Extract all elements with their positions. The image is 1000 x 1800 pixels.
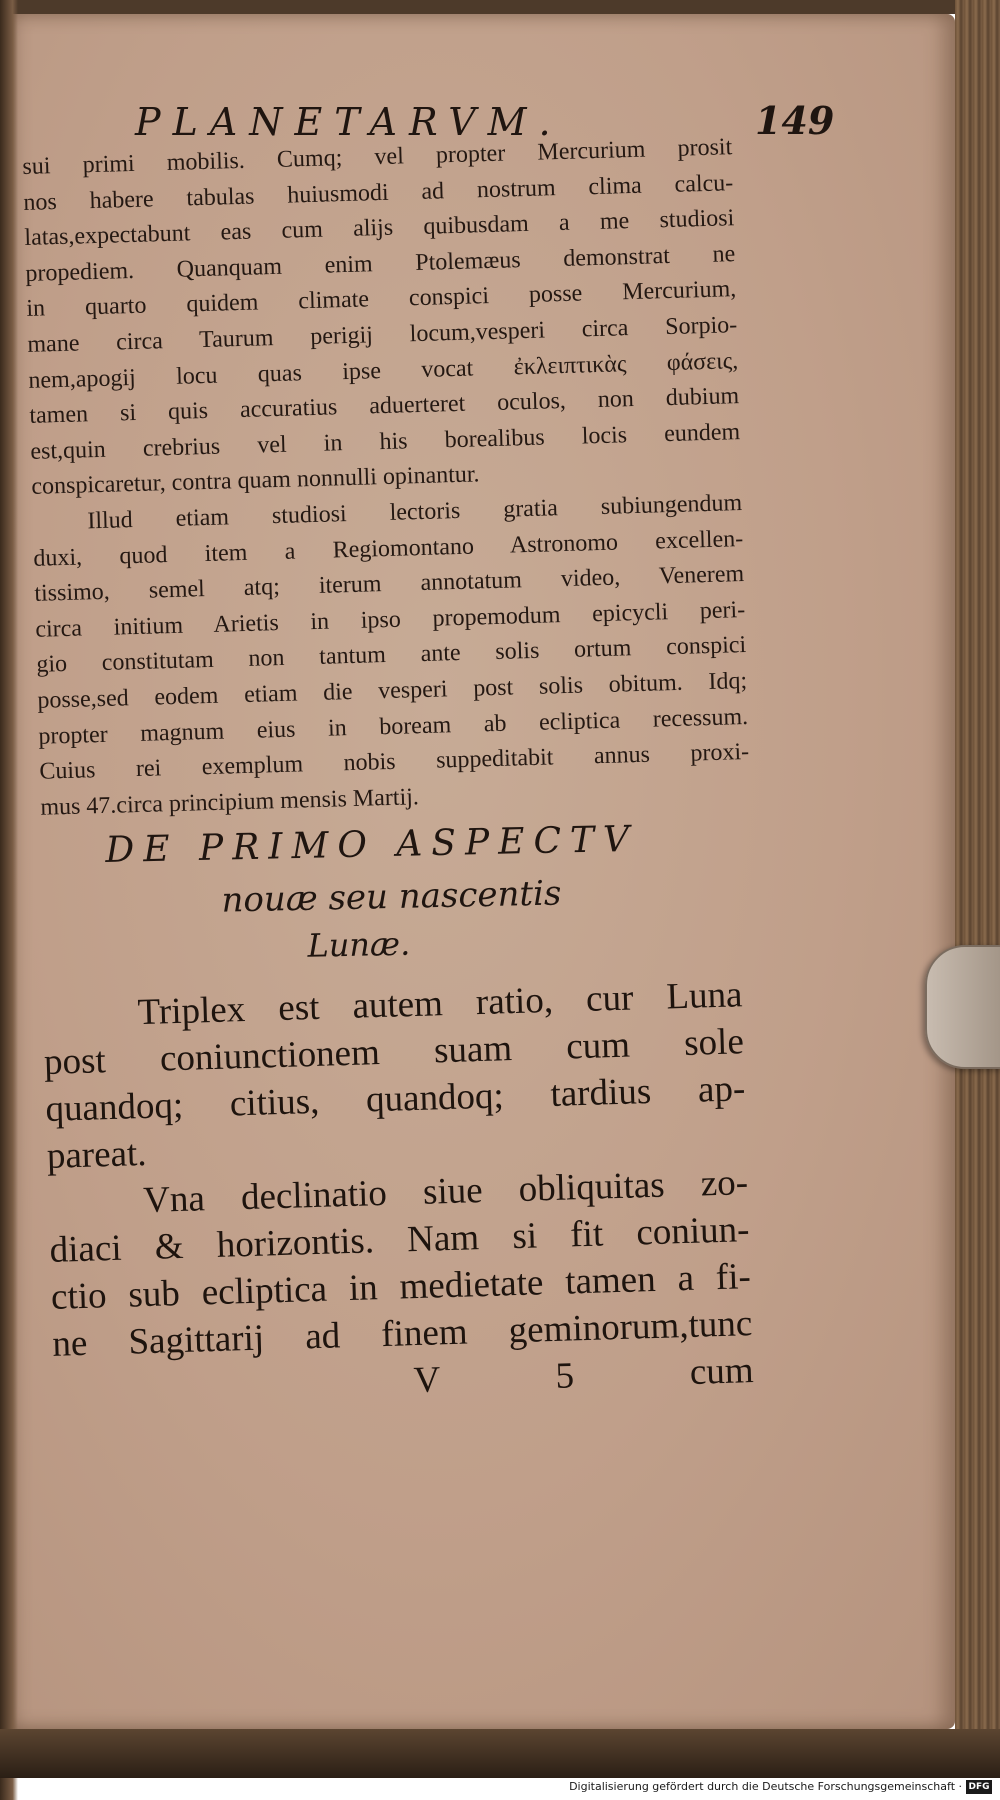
text-line: gio constitutam non tantum ante solis ortum conspici <box>36 632 747 679</box>
text-line: circa initium Arietis in ipso propemodum epicycli peri- <box>35 596 746 643</box>
section-heading <box>105 817 708 969</box>
signature-catchword-line: V 5 cum <box>413 1350 755 1402</box>
text-line: est,quin crebrius vel in his borealibus locis eundem <box>30 418 741 465</box>
text-line: ctio sub ecliptica in medietate tamen a fi- <box>50 1256 752 1318</box>
text-line: pareat. <box>46 1132 148 1177</box>
digitization-credit: Digitalisierung gefördert durch die Deutsche Forschungsgemeinschaft · <box>569 1780 962 1793</box>
text-line: tissimo, semel atq; iterum annotatum video, Venerem <box>34 561 745 607</box>
text-line: post coniunctionem suam cum sole <box>43 1021 745 1083</box>
text-line: nos habere tabulas huiusmodi ad nostrum clima calcu- <box>23 169 734 216</box>
text-line: mane circa Taurum perigij locum,vesperi circa Sorpio- <box>27 312 738 358</box>
section-heading-title: DE PRIMO ASPECTV <box>105 818 639 871</box>
page-number: 149 <box>755 98 835 143</box>
page-top-edge <box>0 0 1000 14</box>
text-line: duxi, quod item a Regiomontano Astronomo excellen- <box>33 525 744 572</box>
text-line: Triplex est autem ratio, cur Luna <box>137 974 743 1034</box>
text-line: ne Sagittarij ad finem geminorum,tunc <box>51 1303 753 1365</box>
text-line: Illud etiam studiosi lectoris gratia subiungendum <box>87 489 743 535</box>
upper-paragraph-block <box>22 130 751 826</box>
section-heading-subtitle-end: Lunæ. <box>307 924 411 965</box>
dfg-logo: DFG <box>966 1780 992 1794</box>
text-line: propter magnum eius in boream ab ecliptica recessum. <box>38 703 749 750</box>
text-line: tamen si quis accuratius aduerteret oculos, non dubium <box>29 383 740 430</box>
text-line: mus 47.circa principium mensis Martij. <box>40 783 420 821</box>
text-line: quandoq; citius, quandoq; tardius ap- <box>44 1068 746 1130</box>
text-line: nem,apogij locu quas ipse vocat ἐκλειπτικὰς φάσεις, <box>28 347 739 394</box>
book-fore-edge <box>955 0 1000 1778</box>
text-line: conspicaretur, contra quam nonnulli opinantur. <box>31 461 480 501</box>
section-heading-subtitle: nouæ seu nascentis <box>221 873 562 921</box>
text-line: latas,expectabunt eas cum alijs quibusdam a me studiosi <box>24 205 735 252</box>
book-clasp <box>925 945 1000 1069</box>
text-line: posse,sed eodem etiam die vesperi post solis obitum. Idq; <box>37 667 748 714</box>
text-line: diaci & horizontis. Nam si fit coniun- <box>49 1209 750 1271</box>
running-head: PLANETARVM. <box>135 100 563 144</box>
text-line: Vna declinatio siue obliquitas zo- <box>142 1162 749 1222</box>
lower-paragraph-block <box>42 971 754 1415</box>
text-line: sui primi mobilis. Cumq; vel propter Mercurium prosit <box>22 134 733 180</box>
page-bottom-edge <box>0 1729 1000 1778</box>
text-line: in quarto quidem climate conspici posse Mercurium, <box>26 276 737 323</box>
text-line: propediem. Quanquam enim Ptolemæus demonstrat ne <box>25 240 736 287</box>
text-line: Cuius rei exemplum nobis suppeditabit annus proxi- <box>39 739 750 785</box>
gutter-shadow <box>0 0 18 1800</box>
